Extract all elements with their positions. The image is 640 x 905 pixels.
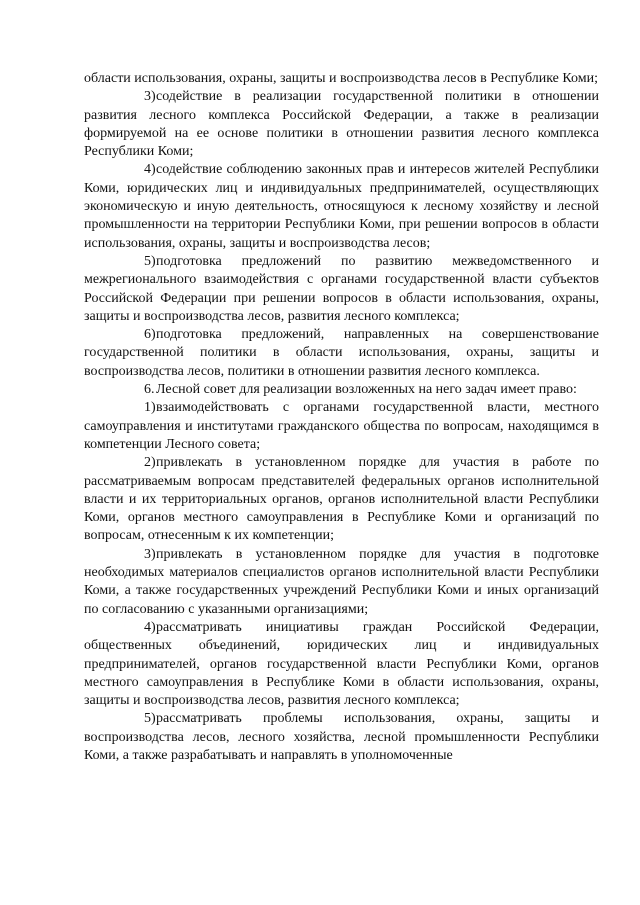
paragraph-text: привлекать в установленном порядке для участия в подготовке необходимых материалов специалистов органов исполнительной власти Республики Коми, а также государственных учреждений Республики Коми и иных организаций по согласованию с указанными организациями;: [84, 546, 599, 617]
paragraph-number: 5): [144, 711, 156, 727]
paragraph-text: рассматривать проблемы использования, охраны, защиты и воспроизводства лесов, лесного хозяйства, лесной промышленности Республики Коми, а также разрабатывать и направлять в уполномоченные: [84, 711, 599, 763]
paragraph-item-4: [84, 161, 599, 252]
paragraph-number: 4): [144, 162, 156, 178]
paragraph-text: подготовка предложений, направленных на совершенствование государственной политики в области использования, охраны, защиты и воспроизводства лесов, политики в отношении развития лесного комплекса.: [84, 327, 599, 379]
document-page: [84, 70, 599, 765]
paragraph-right-5: [84, 710, 599, 765]
paragraph-right-1: [84, 399, 599, 454]
paragraph-text: содействие в реализации государственной политики в отношении развития лесного комплекса Российской Федерации, а также в реализации формируемой на ее основе политики в отношении развития лесного комплекса Республики Коми;: [84, 89, 599, 160]
paragraph-number: 6.: [144, 382, 155, 398]
paragraph-continuation: [84, 70, 599, 88]
paragraph-text: рассматривать инициативы граждан Российской Федерации, общественных объединений, юридических лиц и индивидуальных предпринимателей, органов государственной власти Республики Коми, органов местного самоуправления в Республике Коми в области использования, охраны, защиты и воспроизводства лесов, развития лесного комплекса;: [84, 619, 599, 709]
paragraph-text: содействие соблюдению законных прав и интересов жителей Республики Коми, юридических лиц и индивидуальных предпринимателей, осуществляющих экономическую и иную деятельность, относящуюся к лесному хозяйству и лесной промышленности на территории Республики Коми, при решении вопросов в области использования, охраны, защиты и воспроизводства лесов;: [84, 162, 599, 251]
paragraph-item-5: [84, 253, 599, 326]
paragraph-text: подготовка предложений по развитию межведомственного и межрегионального взаимодействия с органами государственной власти субъектов Российской Федерации при решении вопросов в области использования, охраны, защиты и воспроизводства лесов, развития лесного комплекса;: [84, 253, 599, 324]
paragraph-number: 4): [144, 619, 156, 635]
paragraph-number: 3): [144, 89, 156, 105]
paragraph-text: привлекать в установленном порядке для участия в работе по рассматриваемым вопросам представителей федеральных органов исполнительной власти и их территориальных органов, органов исполнительной власти Республики Коми, органов местного самоуправления в Республике Коми и организаций по вопросам, отнесенным к их компетенции;: [84, 455, 599, 544]
paragraph-number: 6): [144, 327, 156, 343]
paragraph-number: 5): [144, 253, 156, 269]
paragraph-right-2: [84, 454, 599, 545]
paragraph-number: 3): [144, 546, 156, 562]
paragraph-item-6: [84, 326, 599, 381]
paragraph-text: области использования, охраны, защиты и воспроизводства лесов в Республике Коми;: [84, 71, 598, 86]
paragraph-number: 2): [144, 455, 156, 471]
paragraph-right-3: [84, 546, 599, 619]
paragraph-text: Лесной совет для реализации возложенных на него задач имеет право:: [156, 382, 577, 398]
paragraph-section-6: [84, 381, 599, 399]
paragraph-item-3: [84, 88, 599, 161]
paragraph-text: взаимодействовать с органами государственной власти, местного самоуправления и институтами гражданского общества по вопросам, находящимся в компетенции Лесного совета;: [84, 400, 599, 452]
paragraph-right-4: [84, 619, 599, 710]
paragraph-number: 1): [144, 400, 156, 416]
